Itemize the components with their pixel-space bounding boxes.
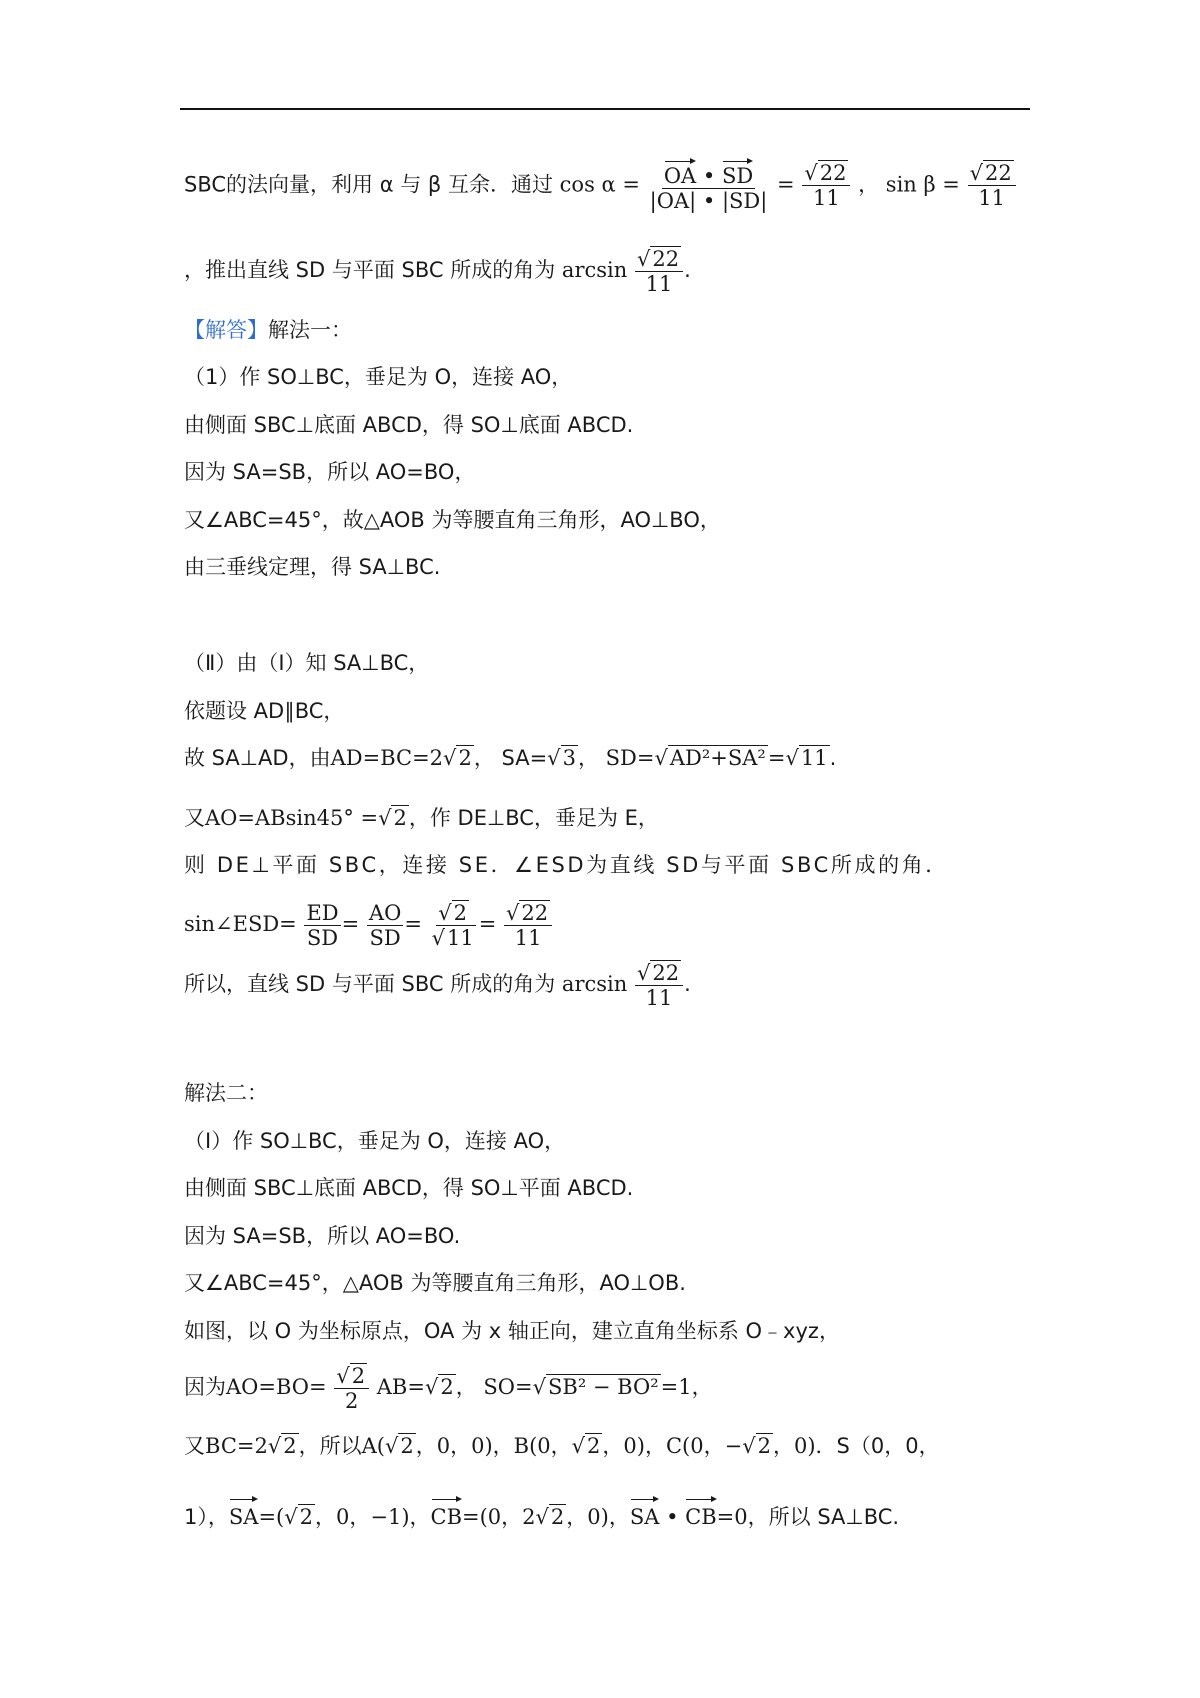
text-line: 解法二： [184, 1081, 268, 1105]
formula: ，0，0)，B(0， [415, 1434, 572, 1458]
text: 故 SA⊥AD，由 [184, 746, 331, 770]
radicand: 2 [393, 806, 407, 830]
text: 解法一： [268, 318, 352, 342]
fraction: $\frac{√22}{11}$ [504, 901, 552, 950]
text: 因为 [184, 1375, 226, 1399]
text-line: 又∠ABC=45°，故△AOB 为等腰直角三角形，AO⊥BO， [184, 508, 721, 532]
formula: ，0) [772, 1434, 816, 1458]
fraction: $\frac{AO}{SD}$ [368, 900, 402, 950]
text: 所以，直线 SD 与平面 SBC 所成的角为 [184, 972, 556, 996]
text-line: 由侧面 SBC⊥底面 ABCD，得 SO⊥平面 ABCD. [184, 1176, 634, 1200]
denominator: 11 [645, 271, 673, 296]
radicand: AD²+SA² [669, 746, 766, 770]
text: 又 [184, 806, 205, 830]
formula: AD=BC=2 [330, 746, 444, 770]
radicand: 22 [984, 161, 1012, 185]
text: 所以 SA⊥BC. [768, 1505, 900, 1529]
header-rule [180, 108, 1030, 110]
text: ，推出直线 SD 与平面 SBC 所成的角为 [184, 258, 556, 282]
text-line [184, 246, 691, 296]
text: ．S（0，0， [815, 1434, 940, 1458]
text: ，作 DE⊥BC，垂足为 E， [408, 806, 659, 830]
formula: =1， [660, 1375, 713, 1399]
text-line: 故 SA⊥AD，由AD=BC=2√2， SA=√3， SD=√AD²+SA²=√11. [184, 746, 837, 770]
fraction: $\frac{ED}{SD}$ [306, 900, 339, 950]
text-line [184, 960, 691, 1010]
denominator: |OA| • |SD| [649, 189, 768, 213]
text-line: 由侧面 SBC⊥底面 ABCD，得 SO⊥底面 ABCD. [184, 413, 634, 437]
formula: A( [361, 1434, 385, 1458]
vector: CB [685, 1496, 717, 1532]
formula: = [767, 746, 786, 770]
text-line: 由三垂线定理，得 SA⊥BC. [184, 555, 441, 579]
radicand: 2 [458, 746, 472, 770]
text: . [684, 972, 691, 996]
radicand: 22 [819, 161, 847, 185]
radicand: 2 [440, 1375, 454, 1399]
text-line: 则 DE⊥平面 SBC，连接 SE．∠ESD为直线 SD与平面 SBC所成的角． [184, 853, 949, 877]
text: 又 [184, 1434, 205, 1458]
text-line: 又BC=2√2，所以A(√2，0，0)，B(0，√2，0)，C(0，−√2，0)．S（0，0， [184, 1434, 940, 1458]
denominator: 11 [813, 186, 840, 210]
formula: arcsin [561, 258, 628, 282]
text: ， SA= [473, 746, 548, 770]
text-line: sin∠ESD= $\frac{ED}{SD}$ = $\frac{AO}{SD}$ = $\frac{√2}{√11}$ = $\frac{√22}{11}$ [184, 898, 553, 950]
text-line: 因为AO=BO= $\frac{√2}{2}$ AB=√2， SO=√SB² − BO²=1， [184, 1363, 713, 1413]
formula: ， SD= [577, 746, 655, 770]
text-line: 依题设 AD∥BC， [184, 699, 345, 723]
formula: cos α = [559, 172, 640, 197]
text-line: 又AO=ABsin45° =√2，作 DE⊥BC，垂足为 E， [184, 806, 659, 830]
text-line [184, 315, 352, 345]
text-line: （Ⅰ）作 SO⊥BC，垂足为 O，连接 AO， [184, 1129, 566, 1153]
fraction: $\frac{√22}{11}$ [968, 161, 1016, 210]
radicand: 3 [562, 746, 576, 770]
formula: ，0)，C(0，− [602, 1434, 743, 1458]
radicand: 22 [652, 246, 680, 271]
vector: OA [664, 158, 696, 188]
formula: AO=BO= [226, 1375, 327, 1399]
text: . [829, 746, 837, 770]
dot: • [696, 164, 722, 188]
text: ，所以 [298, 1434, 362, 1458]
vector: CB [431, 1496, 463, 1532]
text-line: SBC的法向量，利用 α 与 β 互余．通过 cos α = $\frac{OA • SD}{|OA| • |SD|}$ = $\frac{√22}{11}$ ， sin β = $\frac{√22}{11}$ [184, 158, 1017, 213]
formula: arcsin [561, 972, 628, 996]
formula: AO=ABsin45° = [205, 806, 379, 830]
text-line: 因为 SA=SB，所以 AO=BO， [184, 460, 476, 484]
vector: SA [229, 1496, 259, 1532]
text-line: 又∠ABC=45°，△AOB 为等腰直角三角形，AO⊥OB. [184, 1271, 686, 1295]
fraction: $\frac{√22}{11}$ [635, 961, 683, 1010]
denominator: 11 [978, 186, 1006, 210]
formula: sin∠ESD= [184, 912, 297, 936]
fraction: $\frac{√22}{11}$ [802, 161, 850, 210]
vector: SA [630, 1496, 660, 1532]
text-line: 如图，以 O 为坐标原点，OA 为 x 轴正向，建立直角坐标系 O﹣xyz， [184, 1319, 840, 1343]
text-line: 因为 SA=SB，所以 AO=BO. [184, 1224, 461, 1248]
denominator: 11 [645, 985, 673, 1010]
text-line: 1），SA=(√2，0，−1)，CB=(0，2√2，0)，SA • CB=0，所以 SA⊥BC. [184, 1496, 899, 1532]
formula: ， SO= [455, 1375, 533, 1399]
text: 1）， [184, 1505, 229, 1529]
answer-label: 【解答】 [184, 318, 268, 342]
text-line: （1）作 SO⊥BC，垂足为 O，连接 AO， [184, 365, 573, 389]
text-line: （Ⅱ）由（Ⅰ）知 SA⊥BC， [184, 651, 430, 675]
radicand: SB² − BO² [548, 1375, 659, 1399]
fraction: $\frac{√2}{√11}$ [431, 900, 474, 950]
formula: ， sin β = [858, 172, 960, 197]
formula: AB= [376, 1375, 425, 1399]
fraction: $\frac{√2}{2}$ [334, 1364, 369, 1413]
radicand: 11 [800, 746, 828, 770]
fraction: $\frac{√22}{11}$ [635, 247, 683, 296]
formula: BC=2 [205, 1434, 268, 1458]
text: SBC的法向量，利用 α 与 β 互余．通过 [184, 172, 553, 197]
fraction [648, 158, 770, 213]
vector: SD [722, 158, 753, 188]
radicand: 22 [652, 960, 680, 985]
text: . [684, 258, 691, 282]
